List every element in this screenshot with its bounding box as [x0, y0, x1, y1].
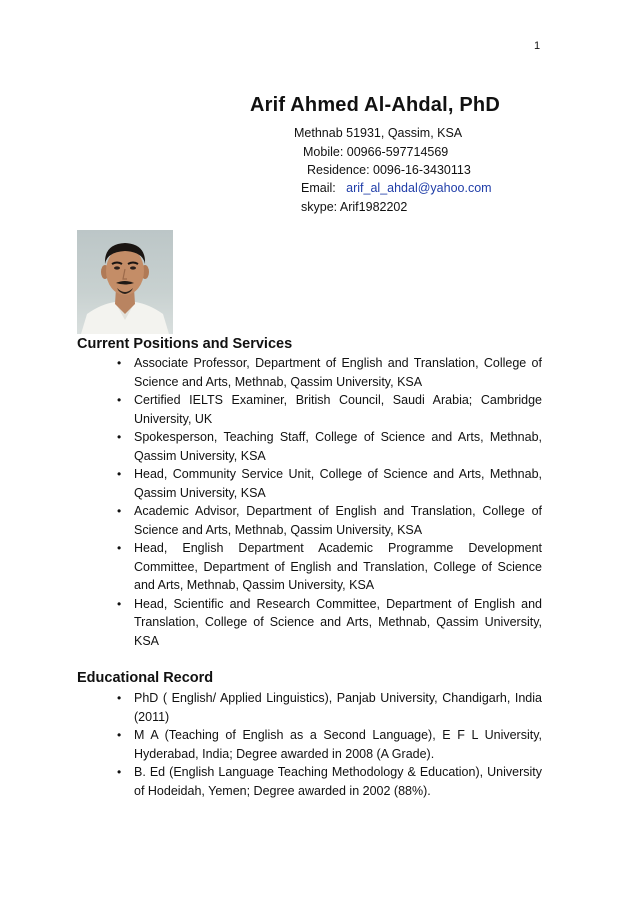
education-item: • PhD ( English/ Applied Linguistics), Panjab University, Chandigarh, India (2011)	[134, 689, 542, 726]
email-label: Email:	[301, 181, 336, 195]
portrait-illustration	[77, 230, 173, 334]
profile-photo	[77, 230, 173, 334]
page-number: 1	[534, 40, 541, 52]
skype-id: skype: Arif1982202	[301, 200, 408, 214]
education-list	[134, 689, 542, 800]
position-item: • Academic Advisor, Department of English and Translation, College of Science and Arts, Methnab, Qassim University, KSA	[134, 502, 542, 539]
residence-number: Residence: 0096-16-3430113	[307, 163, 471, 177]
mobile-number: Mobile: 00966-597714569	[303, 145, 449, 159]
email-link[interactable]: arif_al_ahdal@yahoo.com	[346, 181, 492, 195]
position-item: • Head, Scientific and Research Committee, Department of English and Translation, College of Science and Arts, Methnab, Qassim University, KSA	[134, 595, 542, 651]
positions-section-title: Current Positions and Services	[77, 336, 293, 352]
position-item: • Head, English Department Academic Programme Development Committee, Department of English and Translation, College of Science and Arts, Methnab, Qassim University, KSA	[134, 539, 542, 595]
email-line	[301, 181, 492, 195]
position-item: • Certified IELTS Examiner, British Council, Saudi Arabia; Cambridge University, UK	[134, 391, 542, 428]
education-item: • M A (Teaching of English as a Second Language), E F L University, Hyderabad, India; Degree awarded in 2008 (A Grade).	[134, 726, 542, 763]
education-section-title: Educational Record	[77, 670, 214, 686]
position-item: • Spokesperson, Teaching Staff, College of Science and Arts, Methnab, Qassim University, KSA	[134, 428, 542, 465]
positions-list	[134, 354, 542, 650]
cv-name: Arif Ahmed Al-Ahdal, PhD	[250, 94, 500, 116]
education-item: • B. Ed (English Language Teaching Methodology & Education), University of Hodeidah, Yemen; Degree awarded in 2002 (88%).	[134, 763, 542, 800]
position-item: • Associate Professor, Department of English and Translation, College of Science and Arts, Methnab, Qassim University, KSA	[134, 354, 542, 391]
position-item: • Head, Community Service Unit, College of Science and Arts, Methnab, Qassim University, KSA	[134, 465, 542, 502]
address: Methnab 51931, Qassim, KSA	[294, 126, 463, 140]
